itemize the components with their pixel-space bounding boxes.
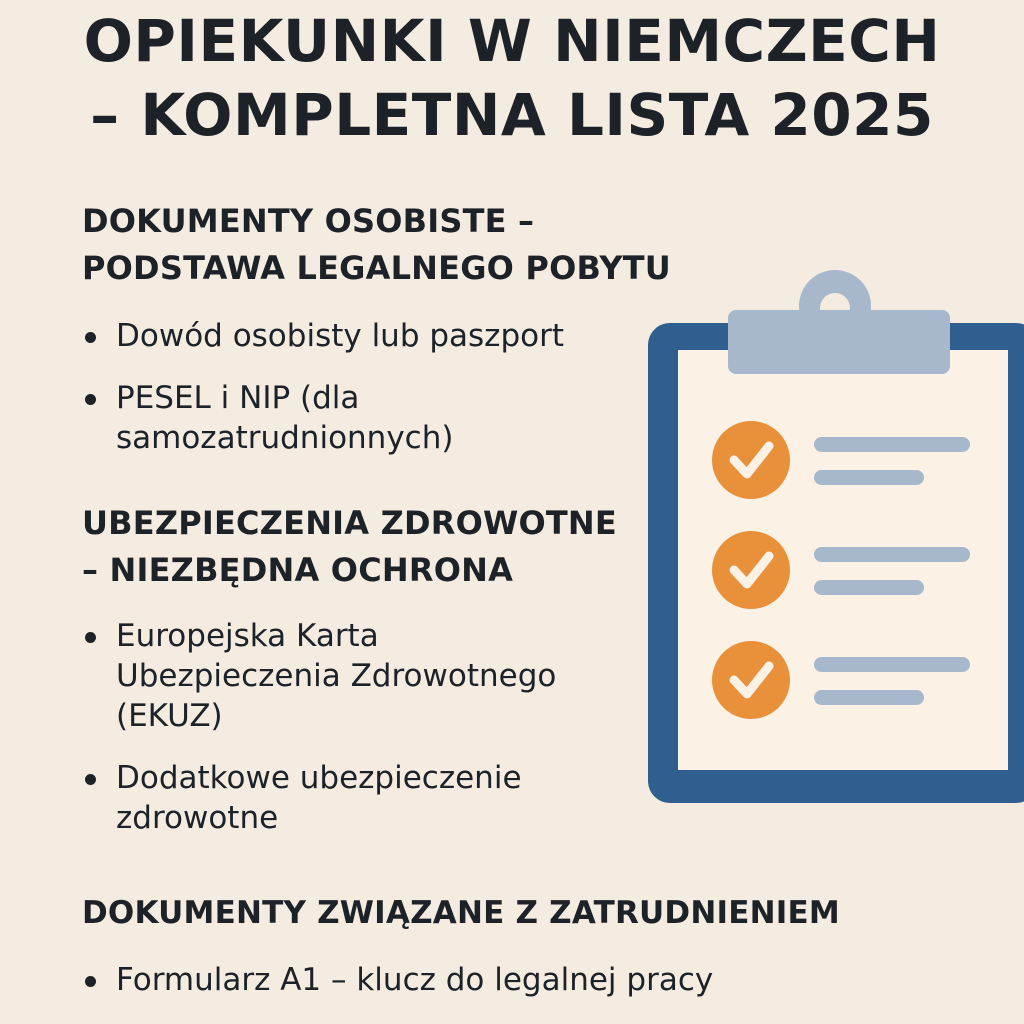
list-item-text: samozatrudnionnych) [116,420,454,456]
section-heading-line: DOKUMENTY ZWIĄZANE Z ZATRUDNIENIEM [82,895,840,931]
list-item-text: Dowód osobisty lub paszport [116,318,565,354]
section-heading-health-insurance [82,500,617,594]
list-item [82,960,713,1000]
list-item [82,616,556,736]
list-item-text: Ubezpieczenia Zdrowotnego [116,658,557,694]
section-heading-employment-documents [82,890,840,937]
checklist-line [814,547,970,562]
personal-documents-list [82,316,564,458]
title-line-2: – KOMPLETNA LISTA 2025 [90,81,934,149]
checklist-line [814,437,970,452]
list-item-text: PESEL i NIP (dla [116,380,360,416]
clipboard-checklist-icon [648,268,1024,808]
list-item-text: (EKUZ) [116,698,223,734]
clipboard-clip [728,310,950,374]
checklist-line [814,657,970,672]
check-circle-icon [712,531,790,609]
check-circle-icon [712,641,790,719]
section-heading-line: – NIEZBĘDNA OCHRONA [82,551,514,589]
checklist-line [814,690,924,705]
check-circle-icon [712,421,790,499]
checklist-line [814,580,924,595]
health-insurance-list [82,616,556,838]
page-title [0,4,1024,152]
title-line-1: OPIEKUNKI W NIEMCZECH [83,7,941,75]
list-item [82,378,564,458]
list-item-text: zdrowotne [116,800,279,836]
list-item [82,316,564,356]
section-heading-personal-documents [82,198,671,292]
list-item-text: Formularz A1 – klucz do legalnej pracy [116,962,714,998]
list-item-text: Dodatkowe ubezpieczenie [116,760,522,796]
employment-documents-list [82,960,713,1000]
section-heading-line: UBEZPIECZENIA ZDROWOTNE [82,504,617,542]
list-item [82,758,556,838]
section-heading-line: DOKUMENTY OSOBISTE – [82,202,535,240]
checklist-line [814,470,924,485]
list-item-text: Europejska Karta [116,618,379,654]
section-heading-line: PODSTAWA LEGALNEGO POBYTU [82,249,671,287]
